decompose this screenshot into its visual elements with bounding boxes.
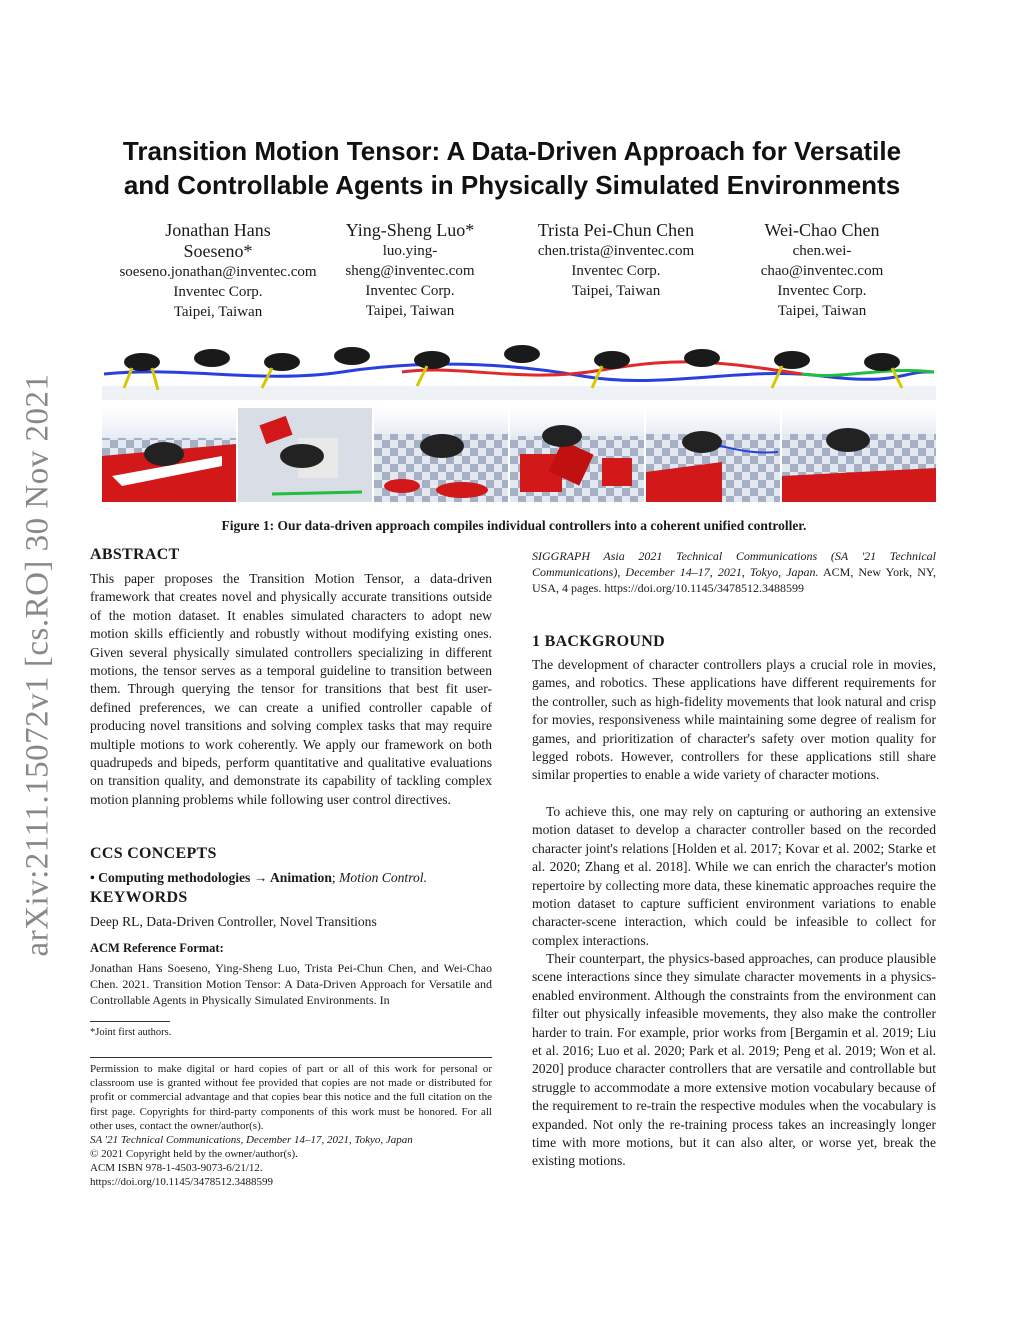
acm-ref-venue: SIGGRAPH Asia 2021 Technical Communications (SA '21 Technical Communications), December 14–17, 2021, Tokyo, Japan. (532, 549, 936, 579)
acm-ref-pages: ACM, New York, NY, USA, 4 pages. https://doi.org/10.1145/3478512.3488599 (532, 565, 936, 595)
abstract-heading: ABSTRACT (90, 546, 180, 563)
title-line-1: Transition Motion Tensor: A Data-Driven Approach for Versatile (122, 136, 902, 166)
footnote: *Joint first authors. (90, 1027, 172, 1038)
author-location: Taipei, Taiwan (571, 283, 661, 299)
ccs-heading: CCS CONCEPTS (90, 845, 217, 862)
author-org: Inventec Corp. (365, 283, 455, 299)
acm-ref-continued (532, 548, 936, 596)
keywords-heading: KEYWORDS (90, 889, 188, 906)
author-block-2 (330, 220, 490, 321)
paper-title (60, 134, 964, 202)
author-block-1 (108, 220, 328, 322)
author-location: Taipei, Taiwan (173, 304, 263, 320)
author-email-cont: chao@inventec.com (760, 263, 884, 279)
author-location: Taipei, Taiwan (365, 303, 455, 319)
copyright-line: © 2021 Copyright held by the owner/author(s). (90, 1148, 298, 1160)
background-paragraph-1: The development of character controllers plays a crucial role in movies, games, and robotics. These applications have different requirements for the controller, such as high-fidelity movements that look natural and crisp for movies, responsiveness while maintaining some degree of realism for games, and prioritization of character's safety over motion quality for legged robots. However, controllers for these applications still share similar properties to enable a wide variety of character motions. (532, 657, 936, 783)
author-name: Wei-Chao Chen (764, 220, 880, 240)
venue-line: SA '21 Technical Communications, December 14–17, 2021, Tokyo, Japan (90, 1134, 413, 1146)
author-name: Jonathan Hans (165, 220, 271, 240)
author-email-cont: sheng@inventec.com (345, 263, 475, 279)
ccs-secondary: Motion Control. (339, 870, 427, 885)
author-block-3 (512, 220, 720, 301)
footnote-rule (90, 1021, 170, 1022)
permission-notice: Permission to make digital or hard copies of part or all of this work for personal or classroom use is granted without fee provided that copies are not made or distributed for profit or commercial advantage and that copies bear this notice and the full citation on the first page. Copyrights for third-party components of this work must be honored. For all other uses, contact the owner/author(s). (90, 1063, 492, 1132)
title-line-2: and Controllable Agents in Physically Simulated Environments (123, 170, 901, 200)
teaser-figure (102, 336, 936, 502)
background-paragraph-2: To achieve this, one may rely on capturing or authoring an extensive motion dataset to develop a character controller based on the recorded character joint's relations [Holden et al. 2017; Kovar et al. 2002; Starke et al. 2020; Zhang et al. 2018]. While we can enrich the character's motion repertoire by collecting more data, these kinematic approaches require the motion dataset to capture sufficient environment variations to enable character-scene interaction, which could be infeasible to collect for complex interactions. (532, 804, 936, 948)
figure-caption: Figure 1: Our data-driven approach compiles individual controllers into a coherent unified controller. (221, 518, 807, 533)
acm-ref-heading: ACM Reference Format: (90, 941, 224, 955)
ccs-concepts (90, 869, 492, 887)
acm-ref-text: Jonathan Hans Soeseno, Ying-Sheng Luo, Trista Pei-Chun Chen, and Wei-Chao Chen. 2021. Transition Motion Tensor: A Data-Driven Approach for Versatile and Controllable Agents in Physically Simulated Environments. In (90, 961, 492, 1007)
ccs-primary: • Computing methodologies → Animation (90, 870, 332, 885)
section-1-heading: 1 BACKGROUND (532, 633, 665, 650)
author-org: Inventec Corp. (571, 263, 661, 279)
author-email: luo.ying- (382, 243, 438, 259)
background-paragraph-3: Their counterpart, the physics-based approaches, can produce plausible scene interactions since they simulate character movements in a physics-enabled environment. Although the constraints from the environment can filter out physically infeasible movements, they also make the controller harder to train. For example, prior works from [Bergamin et al. 2019; Liu et al. 2016; Luo et al. 2020; Park et al. 2019; Peng et al. 2019; Won et al. 2020] produce character controllers that are versatile and controllable but struggle to accommodate a more extensive motion vocabulary because of the requirement to re-train the respective modules when the vocabulary is expanded. Not only the re-training process takes an increasingly longer time with more motions, but it can also alter, or worse yet, break the existing motions. (532, 951, 936, 1169)
motion-strip (102, 336, 936, 404)
author-name-cont: Soeseno* (183, 241, 253, 261)
permission-rule (90, 1057, 492, 1058)
abstract-text: This paper proposes the Transition Motion Tensor, a data-driven framework that creates novel and physically accurate transitions outside of the motion dataset. It enables simulated characters to adopt new motion skills efficiently and robustly without modifying existing ones. Given several physically simulated controllers specializing in different motions, the tensor serves as a temporal guideline to transition between them. Through querying the tensor for transitions that best fit user-defined preferences, we can create a unified controller capable of producing novel transitions and solving complex tasks that may require multiple motions to work coherently. We apply our framework on both quadrupeds and bipeds, perform quantitative and qualitative evaluations on transition quality, and demonstrate its capability of tackling complex motion planning problems while following user control directives. (90, 571, 492, 807)
arxiv-identifier (14, 360, 62, 970)
author-name: Ying-Sheng Luo* (345, 220, 475, 240)
arxiv-identifier-text: arXiv:2111.15072v1 [cs.RO] 30 Nov 2021 (19, 373, 56, 957)
author-org: Inventec Corp. (777, 283, 867, 299)
author-email: chen.wei- (792, 243, 852, 259)
author-org: Inventec Corp. (173, 284, 263, 300)
author-name: Trista Pei-Chun Chen (537, 220, 695, 240)
scene-panels (102, 408, 936, 502)
doi-line: https://doi.org/10.1145/3478512.3488599 (90, 1176, 274, 1188)
ccs-separator: ; (331, 870, 340, 885)
author-email: soeseno.jonathan@inventec.com (119, 264, 317, 280)
author-block-4 (740, 220, 904, 321)
isbn-line: ACM ISBN 978-1-4503-9073-6/21/12. (90, 1162, 263, 1174)
author-email: chen.trista@inventec.com (537, 243, 695, 259)
author-location: Taipei, Taiwan (777, 303, 867, 319)
keywords-text: Deep RL, Data-Driven Controller, Novel Transitions (90, 914, 377, 929)
